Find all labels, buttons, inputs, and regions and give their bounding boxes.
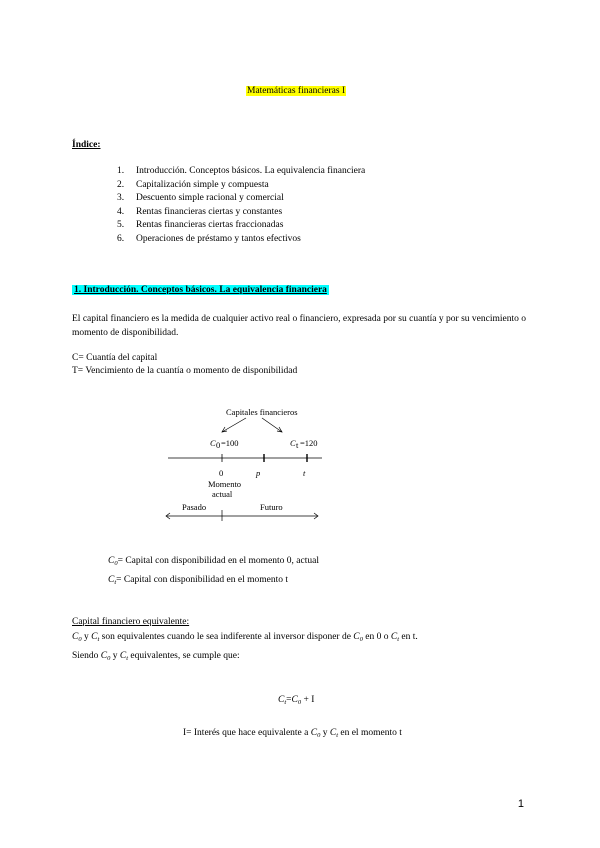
sym-c: C: [310, 728, 318, 738]
toc-text: Rentas financieras ciertas fraccionadas: [136, 220, 284, 230]
sym-c: C: [119, 651, 127, 661]
plus-i: + I: [303, 695, 315, 705]
text-cumple: equivalentes, se cumple que:: [130, 651, 240, 661]
sym-c: C: [291, 695, 298, 705]
toc-text: Operaciones de préstamo y tantos efectivos: [136, 233, 301, 244]
sub-t: t: [284, 699, 287, 706]
futuro-label: Futuro: [260, 502, 283, 512]
formula: [278, 694, 314, 709]
section-1-heading: 1. Introducción. Conceptos básicos. La equivalencia financiera: [74, 285, 327, 295]
text-siendo: Siendo: [72, 651, 99, 661]
c0-legend-symbol: C: [108, 556, 115, 566]
c-definition: C= Cuantía del capital: [72, 353, 158, 363]
sub-0: 0: [107, 655, 111, 662]
equivalence-line-2: [72, 650, 240, 665]
text-equiv: son equivalentes cuando le sea indiferente al inversor disponer de: [101, 632, 351, 642]
index-heading: Índice:: [72, 140, 101, 150]
sub-t: t: [397, 636, 400, 643]
c0-legend-subscript: 0: [114, 560, 118, 567]
toc-text: Rentas financieras ciertas y constantes: [136, 206, 283, 217]
arrow-right-line: [262, 418, 282, 432]
sub-t: t: [97, 636, 100, 643]
zero-label: 0: [219, 468, 224, 478]
interest-definition: [183, 727, 402, 742]
text-y: y: [322, 728, 328, 738]
equivalent-capital-heading: Capital financiero equivalente:: [72, 617, 190, 627]
pasado-label: Pasado: [182, 502, 207, 512]
arrow-left-line: [222, 418, 246, 432]
ct-symbol: C: [290, 438, 296, 448]
c0-legend: [108, 555, 319, 570]
ct-subscript: t: [296, 440, 299, 450]
page-number: 1: [517, 798, 524, 810]
text-ent: en t.: [401, 632, 418, 642]
actual-label: actual: [212, 489, 233, 499]
toc-number: 6.: [117, 233, 125, 244]
document-title: Matemáticas financieras I: [247, 86, 346, 96]
text-y: y: [112, 651, 118, 661]
c0-legend-text: = Capital con disponibilidad en el momento 0, actual: [117, 556, 319, 566]
equivalence-line-1: [72, 631, 418, 646]
ct-value: =120: [300, 438, 318, 448]
toc-text: Capitalización simple y compuesta: [136, 179, 269, 190]
toc-text: Descuento simple racional y comercial: [136, 193, 284, 203]
ct-legend-text: = Capital con disponibilidad en el momento t: [116, 575, 289, 585]
ct-legend-symbol: C: [108, 575, 115, 585]
sym-c: C: [72, 632, 79, 642]
sym-c: C: [329, 728, 337, 738]
text-interes: I= Interés que hace equivalente a: [183, 728, 309, 738]
t-label: t: [303, 468, 306, 478]
toc-number: 4.: [117, 206, 125, 217]
ct-legend: [108, 574, 288, 589]
text-y: y: [83, 632, 89, 642]
sub-t: t: [336, 732, 338, 739]
equals: =: [286, 695, 292, 705]
sub-0: 0: [297, 699, 302, 706]
ct-legend-subscript: t: [114, 579, 117, 586]
t-definition: T= Vencimiento de la cuantía o momento de disponibilidad: [72, 366, 298, 376]
sym-c: C: [278, 695, 285, 705]
capital-definition: El capital financiero es la medida de cualquier activo real o financiero, expresada por su cuantía y por su vencimiento o momento de disponibilidad.: [72, 314, 526, 338]
sym-c: C: [100, 651, 108, 661]
capitales-label: Capitales financieros: [226, 407, 298, 417]
c0-subscript: 0: [216, 440, 221, 450]
toc-number: 3.: [117, 193, 125, 203]
toc-number: 2.: [117, 179, 125, 190]
toc-text: Introducción. Conceptos básicos. La equivalencia financiera: [136, 166, 366, 176]
text-en0: en 0 o: [365, 632, 389, 642]
sub-0: 0: [317, 732, 321, 739]
p-label: p: [256, 468, 261, 478]
sym-c: C: [91, 632, 98, 642]
toc-number: 1.: [117, 166, 125, 176]
capital-timeline-diagram: [160, 400, 330, 525]
c0-symbol: C: [210, 438, 216, 448]
sym-c: C: [353, 632, 360, 642]
arrow-right-head: [277, 427, 282, 432]
toc-number: 5.: [117, 220, 125, 230]
sym-c: C: [390, 632, 398, 642]
text-momento: en el momento t: [340, 728, 402, 738]
momento-label: Momento: [208, 479, 242, 489]
c0-value: =100: [221, 438, 239, 448]
sub-t: t: [126, 655, 129, 662]
sub-0: 0: [78, 636, 82, 643]
sub-0: 0: [359, 636, 363, 643]
